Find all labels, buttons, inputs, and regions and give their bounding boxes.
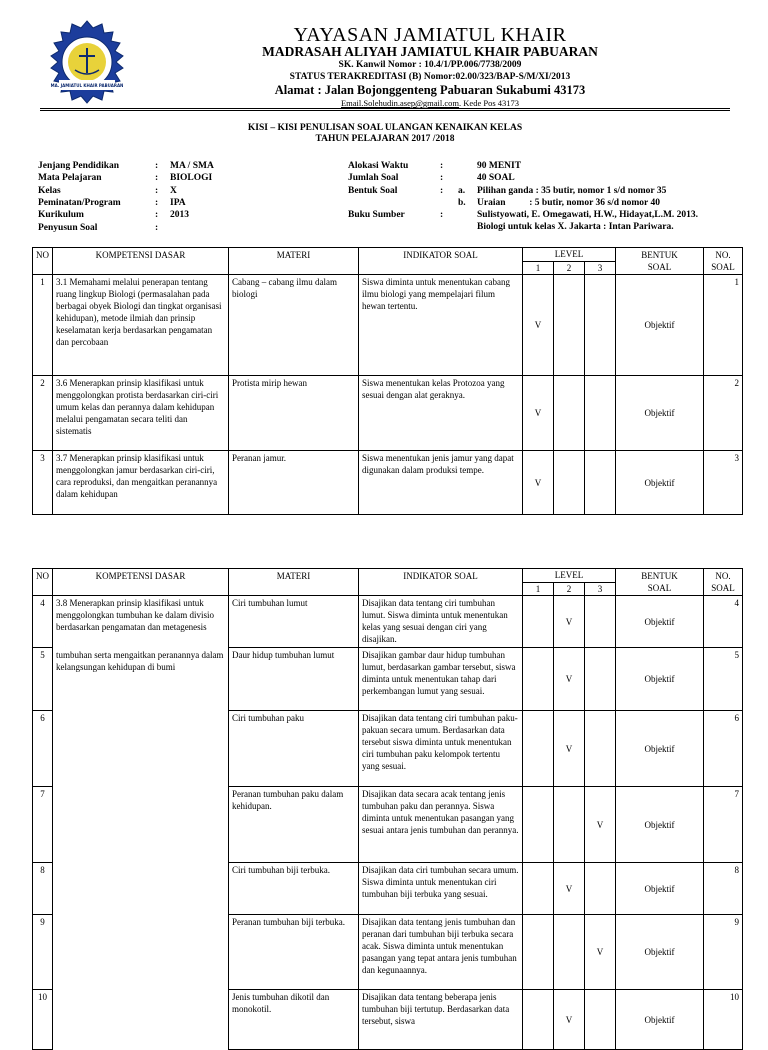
list-marker: a. xyxy=(458,186,466,196)
row-materi: Cabang – cabang ilmu dalam biologi xyxy=(229,275,359,376)
header-bentuk-1: BENTUK xyxy=(641,571,678,581)
row-level-1: V xyxy=(523,376,554,451)
row-nosoal: 6 xyxy=(704,711,743,787)
header-nosoal-2: SOAL xyxy=(711,583,735,593)
table-row xyxy=(33,711,743,787)
table-row xyxy=(33,275,743,376)
school-address: Alamat : Jalan Bojonggenteng Pabuaran Sukabumi 43173 xyxy=(274,83,586,97)
info-colon: : xyxy=(155,173,159,183)
row-bentuk: Objektif xyxy=(616,451,704,515)
header-level-3: 3 xyxy=(585,261,616,275)
row-no: 10 xyxy=(33,990,53,1050)
row-nosoal: 3 xyxy=(704,451,743,515)
row-no: 2 xyxy=(33,376,53,451)
row-indikator: Siswa menentukan jenis jamur yang dapat digunakan dalam produksi tempe. xyxy=(359,451,523,515)
info-label: Alokasi Waktu xyxy=(348,161,409,171)
row-nosoal: 7 xyxy=(704,787,743,863)
row-level-3 xyxy=(585,863,616,915)
row-no: 8 xyxy=(33,863,53,915)
list-marker: b. xyxy=(458,198,466,208)
row-level-1 xyxy=(523,787,554,863)
row-level-2: V xyxy=(554,711,585,787)
header-bentuk-1: BENTUK xyxy=(641,250,678,260)
info-value: MA / SMA xyxy=(170,161,214,171)
header-level: LEVEL xyxy=(523,248,616,262)
row-level-3 xyxy=(585,451,616,515)
row-materi: Ciri tumbuhan biji terbuka. xyxy=(229,863,359,915)
row-level-3 xyxy=(585,376,616,451)
row-nosoal: 5 xyxy=(704,648,743,711)
table-row xyxy=(33,787,743,863)
row-materi: Ciri tumbuhan lumut xyxy=(229,596,359,648)
row-level-1: V xyxy=(523,275,554,376)
info-colon: : xyxy=(440,210,444,220)
row-level-2 xyxy=(554,451,585,515)
header-bentuk xyxy=(616,569,704,596)
table-row xyxy=(33,376,743,451)
header-materi: MATERI xyxy=(229,569,359,596)
row-level-3 xyxy=(585,711,616,787)
school-name: MADRASAH ALIYAH JAMIATUL KHAIR PABUARAN xyxy=(262,44,598,59)
header-level-2: 2 xyxy=(554,261,585,275)
contact-line xyxy=(150,98,710,108)
info-value: Uraian : 5 butir, nomor 36 s/d nomor 40 xyxy=(477,198,660,208)
row-bentuk: Objektif xyxy=(616,596,704,648)
row-indikator: Disajikan data tentang beberapa jenis tumbuhan biji tertutup. Berdasarkan data tersebut, siswa xyxy=(359,990,523,1050)
header-divider-top xyxy=(40,108,730,109)
row-materi: Ciri tumbuhan paku xyxy=(229,711,359,787)
row-materi: Daur hidup tumbuhan lumut xyxy=(229,648,359,711)
header-indikator: INDIKATOR SOAL xyxy=(359,569,523,596)
row-kd-continuation xyxy=(53,990,229,1050)
row-kd: 3.7 Menerapkan prinsip klasifikasi untuk menggolongkan jamur berdasarkan ciri-ciri, cara reproduksi, dan mengaitkan peranannya dalam kehidupan xyxy=(53,451,229,515)
row-level-3 xyxy=(585,648,616,711)
info-value: Biologi untuk kelas X. Jakarta : Intan Pariwara. xyxy=(477,222,674,232)
info-label: Buku Sumber xyxy=(348,210,405,220)
row-level-2: V xyxy=(554,990,585,1050)
info-colon: : xyxy=(440,173,444,183)
row-kd-continuation xyxy=(53,915,229,990)
row-bentuk: Objektif xyxy=(616,915,704,990)
header-nosoal xyxy=(704,569,743,596)
row-nosoal: 1 xyxy=(704,275,743,376)
logo-text: MA. JAMIATUL KHAIR PABUARAN xyxy=(50,83,124,88)
email-link[interactable]: Email.Solehudin.asep@gmail.com xyxy=(340,98,460,108)
info-colon: : xyxy=(155,161,159,171)
info-value: IPA xyxy=(170,198,186,208)
row-no: 6 xyxy=(33,711,53,787)
row-materi: Peranan jamur. xyxy=(229,451,359,515)
row-kd-continuation xyxy=(53,787,229,863)
row-indikator: Siswa diminta untuk menentukan cabang ilmu biologi yang mempelajari filum hewan tertentu. xyxy=(359,275,523,376)
foundation-name: YAYASAN JAMIATUL KHAIR xyxy=(293,24,567,46)
info-colon: : xyxy=(155,210,159,220)
table-row xyxy=(33,990,743,1050)
sk-number: SK. Kanwil Nomor : 10.4/1/PP.006/7738/2009 xyxy=(338,60,522,70)
row-bentuk: Objektif xyxy=(616,711,704,787)
info-value: 40 SOAL xyxy=(477,173,515,183)
row-indikator: Disajikan gambar daur hidup tumbuhan lumut, berdasarkan gambar tersebut, siswa diminta untuk menentukan tahap dari perkembangan lumut yang sesuai. xyxy=(359,648,523,711)
info-label: Bentuk Soal xyxy=(348,186,398,196)
row-kd: 3.1 Memahami melalui penerapan tentang ruang lingkup Biologi (permasalahan pada berbagai obyek Biologi dan tingkat organisasi kehidupan), metode ilmiah dan prinsip keselamatan kerja berdasarkan pengamatan dan percobaan xyxy=(53,275,229,376)
postal-code: . Kede Pos 43173 xyxy=(459,98,520,108)
table-row xyxy=(33,451,743,515)
row-materi: Protista mirip hewan xyxy=(229,376,359,451)
info-value: Pilihan ganda : 35 butir, nomor 1 s/d nomor 35 xyxy=(477,186,667,196)
row-level-2 xyxy=(554,787,585,863)
row-level-1 xyxy=(523,915,554,990)
header-level: LEVEL xyxy=(523,569,616,583)
row-indikator: Disajikan data ciri tumbuhan secara umum. Siswa diminta untuk menentukan ciri tumbuhan biji terbuka yang sesuai. xyxy=(359,863,523,915)
info-label: Jenjang Pendidikan xyxy=(38,161,120,171)
table-header-row xyxy=(33,569,743,583)
row-level-2 xyxy=(554,275,585,376)
info-colon: : xyxy=(155,198,159,208)
accreditation-status: STATUS TERAKREDITASI (B) Nomor:02.00/323/BAP-S/M/XI/2013 xyxy=(289,72,571,82)
row-indikator: Disajikan data secara acak tentang jenis tumbuhan paku dan perannya. Siswa diminta untuk menentukan pasangan yang sesuai antara jenis tumbuhan dan perannya. xyxy=(359,787,523,863)
header-materi: MATERI xyxy=(229,248,359,275)
table-row xyxy=(33,648,743,711)
row-level-3: V xyxy=(585,915,616,990)
header-level-3: 3 xyxy=(585,582,616,596)
row-indikator: Disajikan data tentang ciri tumbuhan paku-pakuan secara umum. Berdasarkan data tersebut siswa diminta untuk menentukan ciri tumbuhan paku kelompok tertentu yang sesuai. xyxy=(359,711,523,787)
table-row xyxy=(33,915,743,990)
row-level-1 xyxy=(523,990,554,1050)
row-level-1 xyxy=(523,648,554,711)
row-level-1 xyxy=(523,863,554,915)
row-nosoal: 2 xyxy=(704,376,743,451)
row-level-1: V xyxy=(523,451,554,515)
row-nosoal: 4 xyxy=(704,596,743,648)
document-title: KISI – KISI PENULISAN SOAL ULANGAN KENAIKAN KELAS xyxy=(247,123,523,133)
header-kd: KOMPETENSI DASAR xyxy=(53,569,229,596)
row-level-2: V xyxy=(554,596,585,648)
row-indikator: Disajikan data tentang jenis tumbuhan dan peranan dari tumbuhan biji terbuka secara acak. Siswa diminta untuk menentukan pasangan yang tepat antara jenis tumbuhan dan kegunaannya. xyxy=(359,915,523,990)
row-indikator: Disajikan data tentang ciri tumbuhan lumut. Siswa diminta untuk menentukan kelas yang sesuai dengan ciri yang disajikan. xyxy=(359,596,523,648)
row-indikator: Siswa menentukan kelas Protozoa yang sesuai dengan alat geraknya. xyxy=(359,376,523,451)
info-value: 90 MENIT xyxy=(477,161,522,171)
header-nosoal-1: NO. xyxy=(715,571,731,581)
header-kd: KOMPETENSI DASAR xyxy=(53,248,229,275)
row-level-3: V xyxy=(585,787,616,863)
row-kd-continuation xyxy=(53,863,229,915)
info-value: BIOLOGI xyxy=(170,173,213,183)
row-materi: Peranan tumbuhan paku dalam kehidupan. xyxy=(229,787,359,863)
row-kd: 3.8 Menerapkan prinsip klasifikasi untuk menggolongkan tumbuhan ke dalam divisio berdasarkan pengamatan dan metagenesis xyxy=(53,596,229,648)
header-bentuk-2: SOAL xyxy=(647,583,672,593)
row-no: 1 xyxy=(33,275,53,376)
info-label: Kurikulum xyxy=(38,210,84,220)
header-nosoal xyxy=(704,248,743,275)
kisi-table-1 xyxy=(32,247,743,515)
header-level-1: 1 xyxy=(523,261,554,275)
info-label: Kelas xyxy=(38,186,61,196)
info-colon: : xyxy=(155,186,159,196)
kisi-table-2 xyxy=(32,568,743,1050)
info-label: Penyusun Soal xyxy=(38,223,98,233)
row-no: 3 xyxy=(33,451,53,515)
info-value: X xyxy=(170,186,177,196)
header-divider-bottom xyxy=(40,110,730,111)
row-nosoal: 8 xyxy=(704,863,743,915)
row-bentuk: Objektif xyxy=(616,648,704,711)
row-level-2: V xyxy=(554,648,585,711)
academic-year: TAHUN PELAJARAN 2017 /2018 xyxy=(315,134,455,144)
row-level-1 xyxy=(523,596,554,648)
header-bentuk xyxy=(616,248,704,275)
row-bentuk: Objektif xyxy=(616,863,704,915)
info-colon: : xyxy=(440,186,444,196)
row-no: 5 xyxy=(33,648,53,711)
header-nosoal-1: NO. xyxy=(715,250,731,260)
header-level-2: 2 xyxy=(554,582,585,596)
row-level-2: V xyxy=(554,863,585,915)
row-nosoal: 10 xyxy=(704,990,743,1050)
row-bentuk: Objektif xyxy=(616,275,704,376)
info-value: Sulistyowati, E. Omegawati, H.W., Hidayat,L.M. 2013. xyxy=(477,210,699,220)
info-label: Mata Pelajaran xyxy=(38,173,102,183)
row-level-3 xyxy=(585,275,616,376)
info-label: Peminatan/Program xyxy=(38,198,121,208)
row-bentuk: Objektif xyxy=(616,376,704,451)
info-colon: : xyxy=(155,223,159,233)
header-bentuk-2: SOAL xyxy=(647,262,672,272)
row-kd: 3.6 Menerapkan prinsip klasifikasi untuk menggolongkan protista berdasarkan ciri-ciri umum kelas dan perannya dalam kehidupan melalui pengamatan secara teliti dan sistematis xyxy=(53,376,229,451)
header-no: NO xyxy=(33,569,53,596)
header-nosoal-2: SOAL xyxy=(711,262,735,272)
row-bentuk: Objektif xyxy=(616,787,704,863)
info-colon: : xyxy=(440,161,444,171)
row-nosoal: 9 xyxy=(704,915,743,990)
school-logo xyxy=(41,18,133,106)
row-level-2 xyxy=(554,376,585,451)
row-no: 4 xyxy=(33,596,53,648)
header-no: NO xyxy=(33,248,53,275)
row-no: 7 xyxy=(33,787,53,863)
row-kd-continuation xyxy=(53,711,229,787)
header-indikator: INDIKATOR SOAL xyxy=(359,248,523,275)
row-level-3 xyxy=(585,596,616,648)
table-row xyxy=(33,863,743,915)
row-level-2 xyxy=(554,915,585,990)
row-materi: Jenis tumbuhan dikotil dan monokotil. xyxy=(229,990,359,1050)
header-level-1: 1 xyxy=(523,582,554,596)
row-materi: Peranan tumbuhan biji terbuka. xyxy=(229,915,359,990)
row-level-1 xyxy=(523,711,554,787)
row-kd: tumbuhan serta mengaitkan peranannya dalam kelangsungan kehidupan di bumi xyxy=(53,648,229,711)
table-row xyxy=(33,596,743,648)
info-value: 2013 xyxy=(170,210,189,220)
row-level-3 xyxy=(585,990,616,1050)
info-label: Jumlah Soal xyxy=(348,173,399,183)
row-no: 9 xyxy=(33,915,53,990)
table-header-row xyxy=(33,248,743,262)
row-bentuk: Objektif xyxy=(616,990,704,1050)
